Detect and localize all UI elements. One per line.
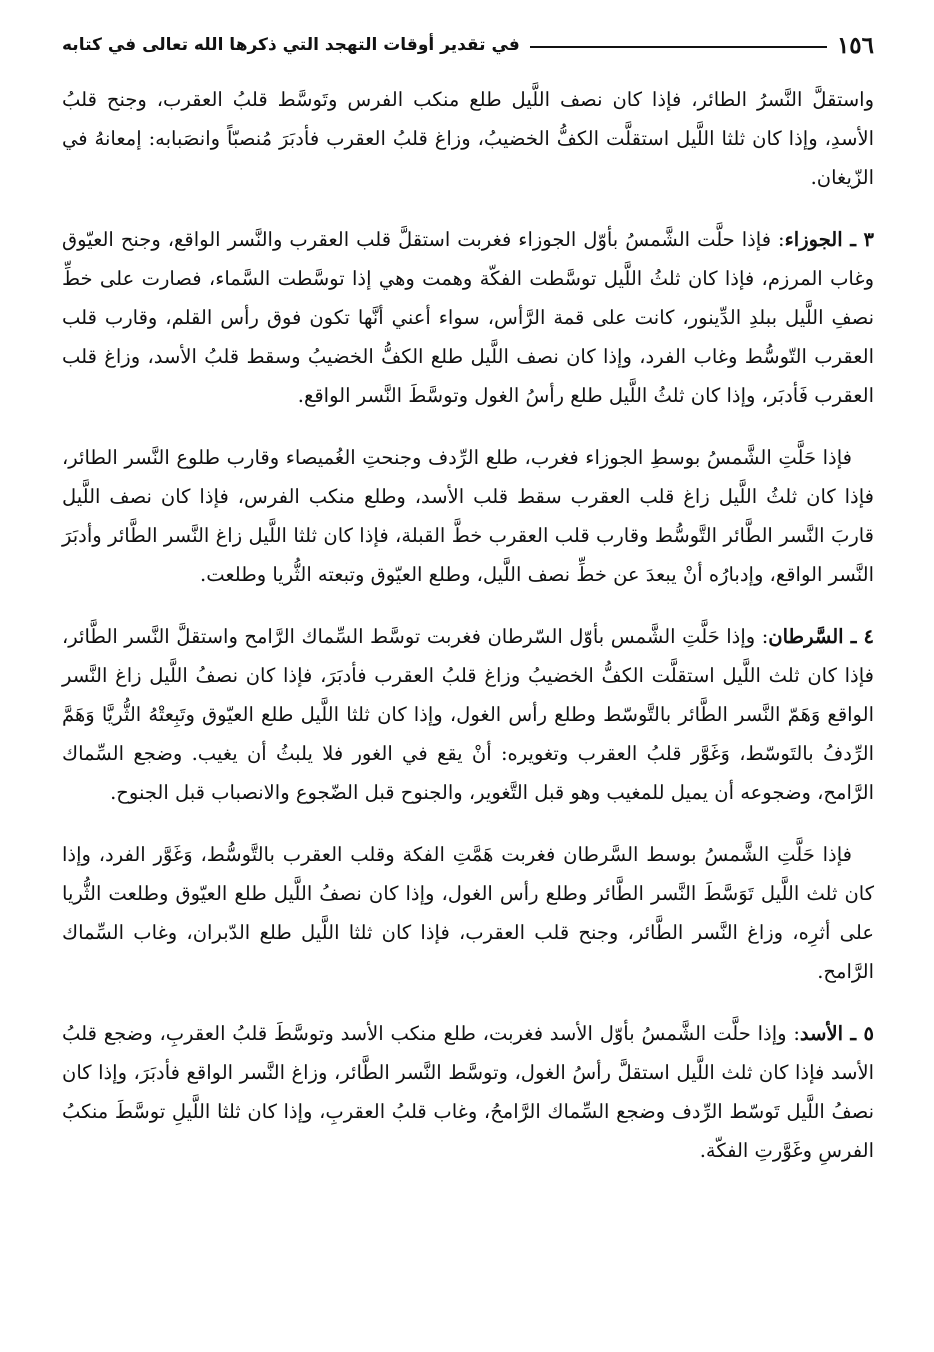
paragraph [62,438,874,594]
section-dash: ـ [843,1022,864,1045]
paragraph [62,835,874,991]
paragraph-text: وإذا حَلَّتِ الشَّمس بأوّل السّرطان فغربت توسَّط السِّماك الرَّامح واستقلَّ النَّسر الطَّائر، فإذا كان ثلث اللَّيل استقلَّت الكفُّ الخضيبُ وزاغ قلبُ العقرب فأدبَرَ، فإذا كان نصفُ اللَّيل زاغ النَّسر الواقع وَهَمّ النَّسر الطَّائر بالتَّوسّط وطلع رأس الغول، وإذا كان ثلثا اللَّيل طلع العيّوق وتَبِعتْهُ الثُّريَّا وَهَمَّ الرِّدفُ بالتَوسّط، وَغَوَّر قلبُ العقرب وتغويره: أنْ يقع في الغور فلا يلبثُ أن يغيب. وضجع السِّماك الرَّامح، وضجوعه أن يميل للمغيب وهو قبل التَّغوير، والجنوح قبل الضّجوع والانصباب قبل الجنوح. [62,625,875,804]
section-number: ٤ [863,625,874,648]
paragraph [62,80,874,197]
section-colon: : [755,625,769,648]
paragraph-text: واستقلَّ النَّسرُ الطائر، فإذا كان نصف اللَّيل طلع منكب الفرس وتَوسَّط قلبُ العقرب، وجنح قلبُ الأسدِ، وإذا كان ثلثا اللَّيل استقلَّت الكفُّ الخضيبُ، وزاغ قلبُ العقرب فأدبَرَ مُنصبّاً وانصَبابه: إمعانهُ في الزّيغان. [62,88,874,189]
paragraph-text: فإذا حَلَّتِ الشَّمسُ بوسطِ الجوزاء فغرب، طلع الرِّدف وجنحتِ الغُميصاء وقارب طلوع النَّسر الطائر، فإذا كان ثلثُ اللَّيل زاغ قلب العقرب سقط قلب الأسد، وطلع منكب الفرس، فإذا كان نصف اللَّيل قاربَ النَّسر الطَّائر التَّوسُّط وقارب قلب العقرب خطَّ القبلة، فإذا كان ثلثا اللَّيل زاغ النَّسر الطَّائر وأدبَرَ النَّسر الواقع، وإدبارُه أنْ يبعدَ عن خطِّ نصف اللَّيل، وطلع العيّوق وتبعته الثُّريا وطلعت. [62,446,874,586]
section-number: ٣ [863,228,874,251]
section-dash: ـ [843,625,864,648]
page-number: ١٥٦ [836,31,874,59]
running-title: في تقدير أوقات التهجد التي ذكرها الله تعالى في كتابه [62,35,520,55]
section-paragraph [62,617,874,812]
section-dash: ـ [842,228,864,251]
paragraph-text: وإذا حلَّت الشَّمسُ بأوّل الأسد فغربت، طلع منكب الأسد وتوسَّطَ قلبُ العقربِ، وضجع قلبُ الأسد فإذا كان ثلث اللَّيل استقلَّ رأسُ الغول، وتوسَّط النَّسر الطَّائر، وزاغ النَّسر الواقع فأدبَرَ، وإذا كان نصفُ اللَّيل تَوسّط الرِّدف وضجع السِّماك الرَّامحُ، وغاب قلبُ العقربِ، وإذا كان ثلثا اللَّيلِ توسَّطَ منكبُ الفرسِ وغَوَّرتِ الفكّة. [62,1022,874,1162]
section-term: السَّرطان [768,625,844,648]
section-colon: : [786,1022,800,1045]
section-number: ٥ [863,1022,874,1045]
body-text [62,80,874,1170]
section-term: الجوزاء [784,228,843,251]
section-paragraph [62,220,874,415]
section-paragraph [62,1014,874,1170]
paragraph-text: فإذا حلَّت الشَّمسُ بأوّل الجوزاء فغربت استقلَّ قلب العقرب والنَّسر الواقع، وجنح العيّوق وغاب المرزم، فإذا كان ثلثُ اللَّيل توسَّطت الفكّة وهمت وهي إذا توسَّطت السَّماء، فصارت على خطِّ نصفِ اللَّيل ببلدِ الدِّينور، كانت على قمة الرَّأس، سواء أعني أنَّها تكون فوق رأس القلم، وقارب قلب العقرب التّوسُّط وغاب الفرد، وإذا كان نصف اللَّيل طلع الكفُّ الخضيبُ وسقط قلبُ الأسد، وزاغ قلب العقرب فَأدبَر، وإذا كان ثلثُ اللَّيل طلع رأسُ الغول وتوسَّطَ النَّسر الواقع. [62,228,874,407]
header-rule [530,46,827,48]
section-colon: : [771,228,785,251]
paragraph-text: فإذا حَلَّتِ الشَّمسُ بوسط السَّرطان فغربت هَمَّتِ الفكة وقلب العقرب بالتَّوسُّط، وَغَوَّر الفرد، وإذا كان ثلث اللَّيل تَوَسَّطَ النَّسر الطَّائر وطلع رأس الغول، وإذا كان نصفُ اللَّيل طلع العيّوق وطلعت الثُّريا على أثرِه، وزاغ النَّسر الطَّائر، وجنح قلب العقرب، فإذا كان ثلثا اللَّيل طلع الدّبران، وغاب السِّماك الرَّامح. [62,843,874,983]
running-header [62,30,874,60]
section-term: الأسد [799,1022,844,1045]
